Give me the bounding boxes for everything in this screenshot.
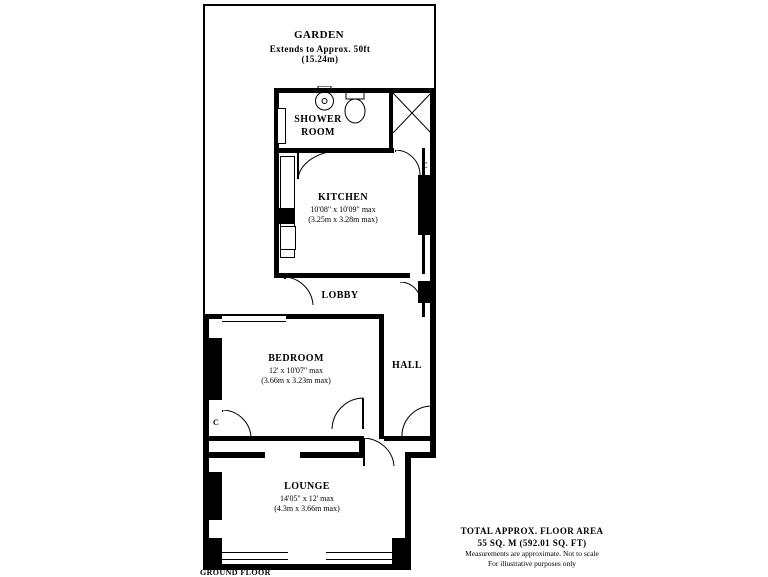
window-lounge-right-icon [326, 552, 392, 560]
wall-garden-left [203, 4, 205, 316]
shower-room-title-line2: ROOM [301, 127, 335, 138]
wall-kitchen-top-right [340, 148, 394, 153]
door-shower-room [296, 149, 340, 181]
door-cupboard-bedroom [222, 410, 252, 438]
wall-lounge-left-block [208, 472, 222, 520]
door-cupboard-kitchen [395, 150, 421, 176]
floor-area-summary [412, 526, 652, 569]
kitchen-dim-metric: (3.25m x 3.28m max) [308, 215, 378, 224]
wall-kitchen-right-block [418, 175, 430, 235]
wall-kitchen-right-thin2 [422, 234, 425, 274]
ground-floor-label: GROUND FLOOR [200, 568, 271, 577]
floor-area-note1: Measurements are approximate. Not to scale [465, 549, 599, 559]
floor-area-title: TOTAL APPROX. FLOOR AREA [460, 526, 604, 536]
wall-lounge-right-block [392, 538, 406, 564]
cupboard-mark-hall: C [419, 289, 425, 298]
shower-room-title-line1: SHOWER [294, 114, 342, 125]
kitchen-hob-icon [279, 208, 294, 224]
wall-lounge-left-block2 [208, 538, 222, 564]
wall-hall-left [379, 314, 384, 439]
door-lounge [362, 438, 396, 468]
cupboard-mark-kitchen: C [422, 161, 428, 170]
garden-subtitle: Extends to Approx. 50ft (15.24m) [269, 44, 371, 65]
wall-garden-top [203, 4, 436, 6]
window-bedroom-top-icon [222, 315, 286, 322]
door-bedroom-hall [330, 396, 364, 430]
lounge-dim-imperial: 14'05" x 12' max [280, 494, 334, 503]
radiator-shower-icon [277, 108, 286, 144]
lounge-title: LOUNGE [284, 481, 330, 492]
garden-title: GARDEN [293, 29, 345, 41]
kitchen-title: KITCHEN [317, 192, 369, 203]
cupboard-mark-bedroom: C [213, 418, 219, 427]
wall-hall-lounge-link [359, 436, 364, 458]
wall-lounge-top [209, 452, 265, 458]
hall-title: HALL [392, 360, 422, 371]
shower-cubicle-icon [393, 93, 431, 133]
wall-lounge-top2 [300, 452, 362, 458]
wall-garden-right [434, 4, 436, 90]
kitchen-sink-icon [280, 226, 296, 250]
lounge-dim-metric: (4.3m x 3.66m max) [274, 504, 340, 513]
wall-hall-right-thin [422, 303, 425, 317]
door-hall-right [400, 404, 432, 438]
wall-bedroom-left-block [208, 338, 222, 400]
basin-icon [311, 86, 339, 112]
kitchen-dim-imperial: 10'08" x 10'09" max [310, 205, 376, 214]
window-lounge-left-icon [222, 552, 288, 560]
wall-right-lounge-step [405, 452, 436, 458]
floor-area-note2: For illustrative purposes only [487, 559, 577, 569]
bedroom-dim-metric: (3.66m x 3.23m max) [261, 376, 331, 385]
floor-area-value: 55 SQ. M (592.01 SQ. FT) [477, 537, 587, 548]
bedroom-title: BEDROOM [268, 353, 324, 364]
lobby-title: LOBBY [321, 290, 359, 301]
bedroom-dim-imperial: 12' x 10'07" max [269, 366, 323, 375]
